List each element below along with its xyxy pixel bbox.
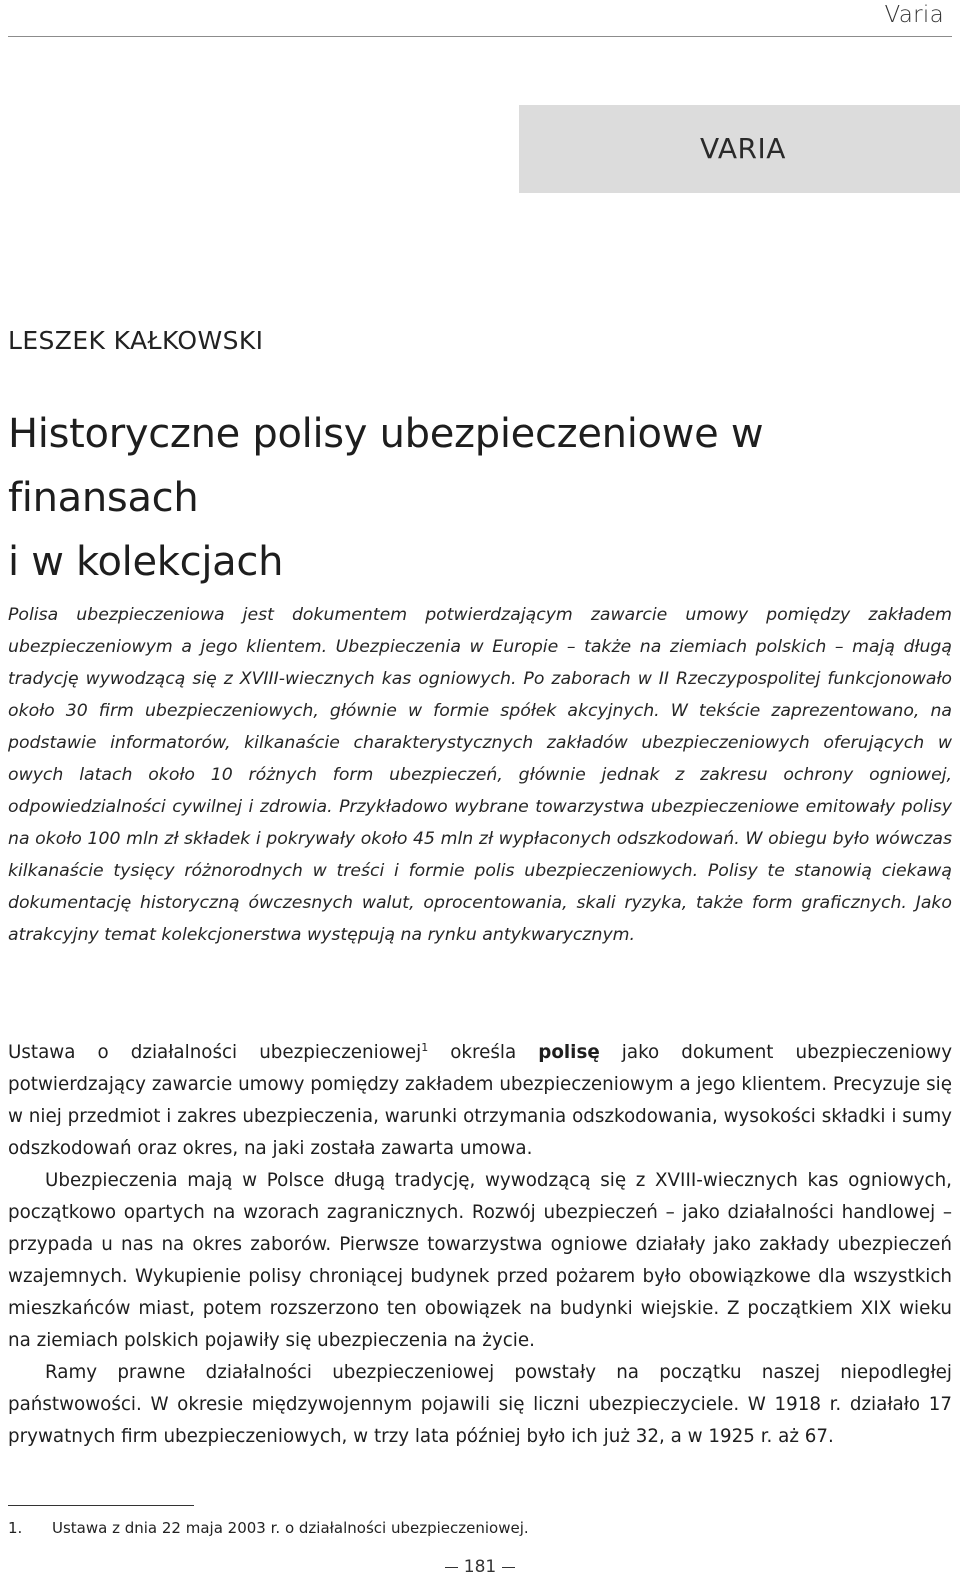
header-rule [8, 36, 952, 37]
body-paragraph-3: Ramy prawne działalności ubezpieczeniowej powstały na początku naszej niepodległej państwowości. W okresie międzywojennym pojawili się liczni ubezpieczyciele. W 1918 r. działało 17 prywatnych firm ubezpieczeniowych, w trzy lata później było ich już 32, a w 1925 r. aż 67. [8, 1362, 952, 1447]
article-title [8, 402, 948, 594]
footnote-text: Ustawa z dnia 22 maja 2003 r. o działalności ubezpieczeniowej. [52, 1519, 529, 1537]
body-paragraph-1-bold-term: polisę [538, 1042, 600, 1063]
page-number-dash-right [502, 1567, 515, 1568]
article-title-line-1: Historyczne polisy ubezpieczeniowe w finansach [8, 411, 764, 521]
footnote-ref: 1 [421, 1040, 429, 1054]
body-paragraph-1-text-c: jako dokument ubezpieczeniowy potwierdzający zawarcie umowy pomiędzy zakładem ubezpieczeniowym a jego klientem. Precyzuje się w niej przedmiot i zakres ubezpieczenia, warunki otrzymania odszkodowania, wysokości składki i sumy odszkodowań oraz okres, na jaki została zawarta umowa. [8, 1042, 953, 1159]
body-paragraph-2: Ubezpieczenia mają w Polsce długą tradycję, wywodzącą się z XVIII-wiecznych kas ogniowych, początkowo opartych na wzorach zagranicznych. Rozwój ubezpieczeń – jako działalności handlowej – przypada u nas na okres zaborów. Pierwsze towarzystwa ogniowe działały jako zakłady ubezpieczeń wzajemnych. Wykupienie polisy chroniącej budynek przed pożarem było obowiązkowe dla wszystkich mieszkańców miast, potem rozszerzono ten obowiązek na budynki wiejskie. Z początkiem XIX wieku na ziemiach polskich pojawiły się ubezpieczenia na życie. [8, 1170, 952, 1351]
body-paragraph-1-text-a: Ustawa o działalności ubezpieczeniowej [8, 1042, 422, 1063]
running-header: Varia [884, 2, 944, 28]
body-text [8, 1037, 952, 1453]
article-title-line-2: i w kolekcjach [8, 539, 284, 585]
author-name: LESZEK KAŁKOWSKI [8, 326, 264, 355]
section-label: VARIA [700, 132, 786, 165]
page-number-value: 181 [463, 1557, 497, 1577]
footnote-number: 1. [8, 1519, 23, 1537]
footnote [8, 1516, 529, 1540]
abstract: Polisa ubezpieczeniowa jest dokumentem potwierdzającym zawarcie umowy pomiędzy zakładem ubezpieczeniowym a jego klientem. Ubezpieczenia w Europie – także na ziemiach polskich – mają długą tradycję wywodzącą się z XVIII-wiecznych kas ogniowych. Po zaborach w II Rzeczypospolitej funkcjonowało około 30 firm ubezpieczeniowych, głównie w formie spółek akcyjnych. W tekście zaprezentowano, na podstawie informatorów, kilkanaście charakterystycznych zakładów ubezpieczeniowych oferujących w owych latach około 10 różnych form ubezpieczeń, głównie jednak z zakresu ochrony ogniowej, odpowiedzialności cywilnej i zdrowia. Przykładowo wybrane towarzystwa ubezpieczeniowe emitowały polisy na około 100 mln zł składek i pokrywały około 45 mln zł wypłaconych odszkodowań. W obiegu było wówczas kilkanaście tysięcy różnorodnych w treści i formie polis ubezpieczeniowych. Polisy te stanowią ciekawą dokumentację historyczną ówczesnych walut, oprocentowania, skali ryzyka, także form graficznych. Jako atrakcyjny temat kolekcjonerstwa występują na rynku antykwarycznym. [8, 605, 952, 945]
page-number-dash-left [445, 1567, 458, 1568]
body-paragraph-1 [8, 1037, 952, 1165]
page-number [0, 1555, 960, 1579]
body-paragraph-1-text-b: określa [428, 1042, 539, 1063]
footnote-rule [8, 1505, 194, 1506]
